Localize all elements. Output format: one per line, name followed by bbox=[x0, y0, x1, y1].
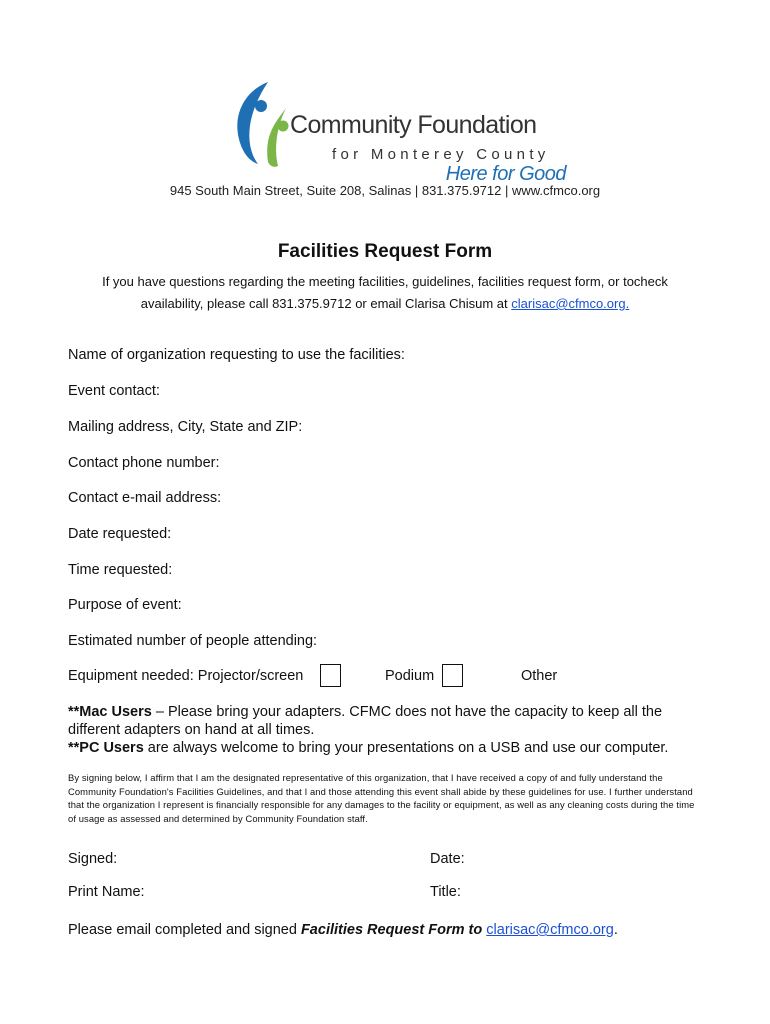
mac-users-label: **Mac Users bbox=[68, 704, 152, 720]
title-label: Title: bbox=[430, 884, 461, 900]
field-event-contact: Event contact: bbox=[68, 383, 160, 399]
submission-prefix: Please email completed and signed bbox=[68, 922, 301, 938]
submission-instructions bbox=[68, 922, 618, 938]
form-name: Facilities Request Form to bbox=[300, 922, 483, 938]
intro-email-link[interactable]: clarisac@cfmco.org. bbox=[511, 296, 630, 311]
intro-text: If you have questions regarding the meeting facilities, guidelines, facilities request form, or tocheck availability, please call 831.375.9712 or email Clarisa Chisum at bbox=[102, 274, 668, 311]
logo-org-sub: for Monterey County bbox=[332, 146, 550, 163]
field-phone: Contact phone number: bbox=[68, 455, 220, 471]
community-foundation-logo bbox=[228, 78, 566, 185]
submission-email-link[interactable]: clarisac@cfmco.org bbox=[486, 922, 614, 938]
pc-users-text: are always welcome to bring your presentations on a USB and use our computer. bbox=[143, 740, 669, 756]
affirmation-paragraph: By signing below, I affirm that I am the designated representative of this organization, that I have received a copy of and fully understand the Community Foundation's Facilities Guidelines, and that I and those attending this event shall abide by these guidelines for use. I further understand that the organization I represent is financially responsible for any damages to the facility or equipment, as well as any cleaning costs during the time of usage as assessed and determined by Community Foundation staff. bbox=[68, 772, 695, 824]
other-label: Other bbox=[521, 668, 558, 684]
field-organization: Name of organization requesting to use the facilities: bbox=[68, 347, 405, 363]
equipment-label: Equipment needed: Projector/screen bbox=[68, 668, 304, 684]
field-date-requested: Date requested: bbox=[68, 526, 172, 542]
field-purpose: Purpose of event: bbox=[68, 597, 182, 613]
address-line: 945 South Main Street, Suite 208, Salinas | 831.375.9712 | www.cfmco.org bbox=[169, 183, 601, 198]
field-attendees: Estimated number of people attending: bbox=[68, 633, 318, 649]
print-name-label: Print Name: bbox=[68, 884, 145, 900]
field-time-requested: Time requested: bbox=[68, 562, 173, 578]
date-label: Date: bbox=[430, 851, 465, 867]
podium-label: Podium bbox=[385, 668, 435, 684]
intro-paragraph bbox=[70, 271, 700, 315]
podium-checkbox[interactable] bbox=[442, 664, 463, 687]
equipment-row bbox=[68, 664, 708, 690]
pc-users-label: **PC Users bbox=[68, 740, 144, 756]
logo-org-name: Community Foundation bbox=[290, 111, 537, 139]
logo-tagline: Here for Good bbox=[445, 163, 566, 185]
field-email: Contact e-mail address: bbox=[68, 490, 222, 506]
adapter-notes bbox=[68, 703, 708, 757]
field-mailing-address: Mailing address, City, State and ZIP: bbox=[68, 419, 303, 435]
signed-label: Signed: bbox=[68, 851, 118, 867]
projector-checkbox[interactable] bbox=[320, 664, 341, 687]
mac-users-text: – Please bring your adapters. CFMC does not have the capacity to keep all the different adapters on hand at all times. bbox=[68, 704, 663, 738]
submission-suffix: . bbox=[613, 922, 618, 938]
page-title: Facilities Request Form bbox=[277, 241, 493, 262]
